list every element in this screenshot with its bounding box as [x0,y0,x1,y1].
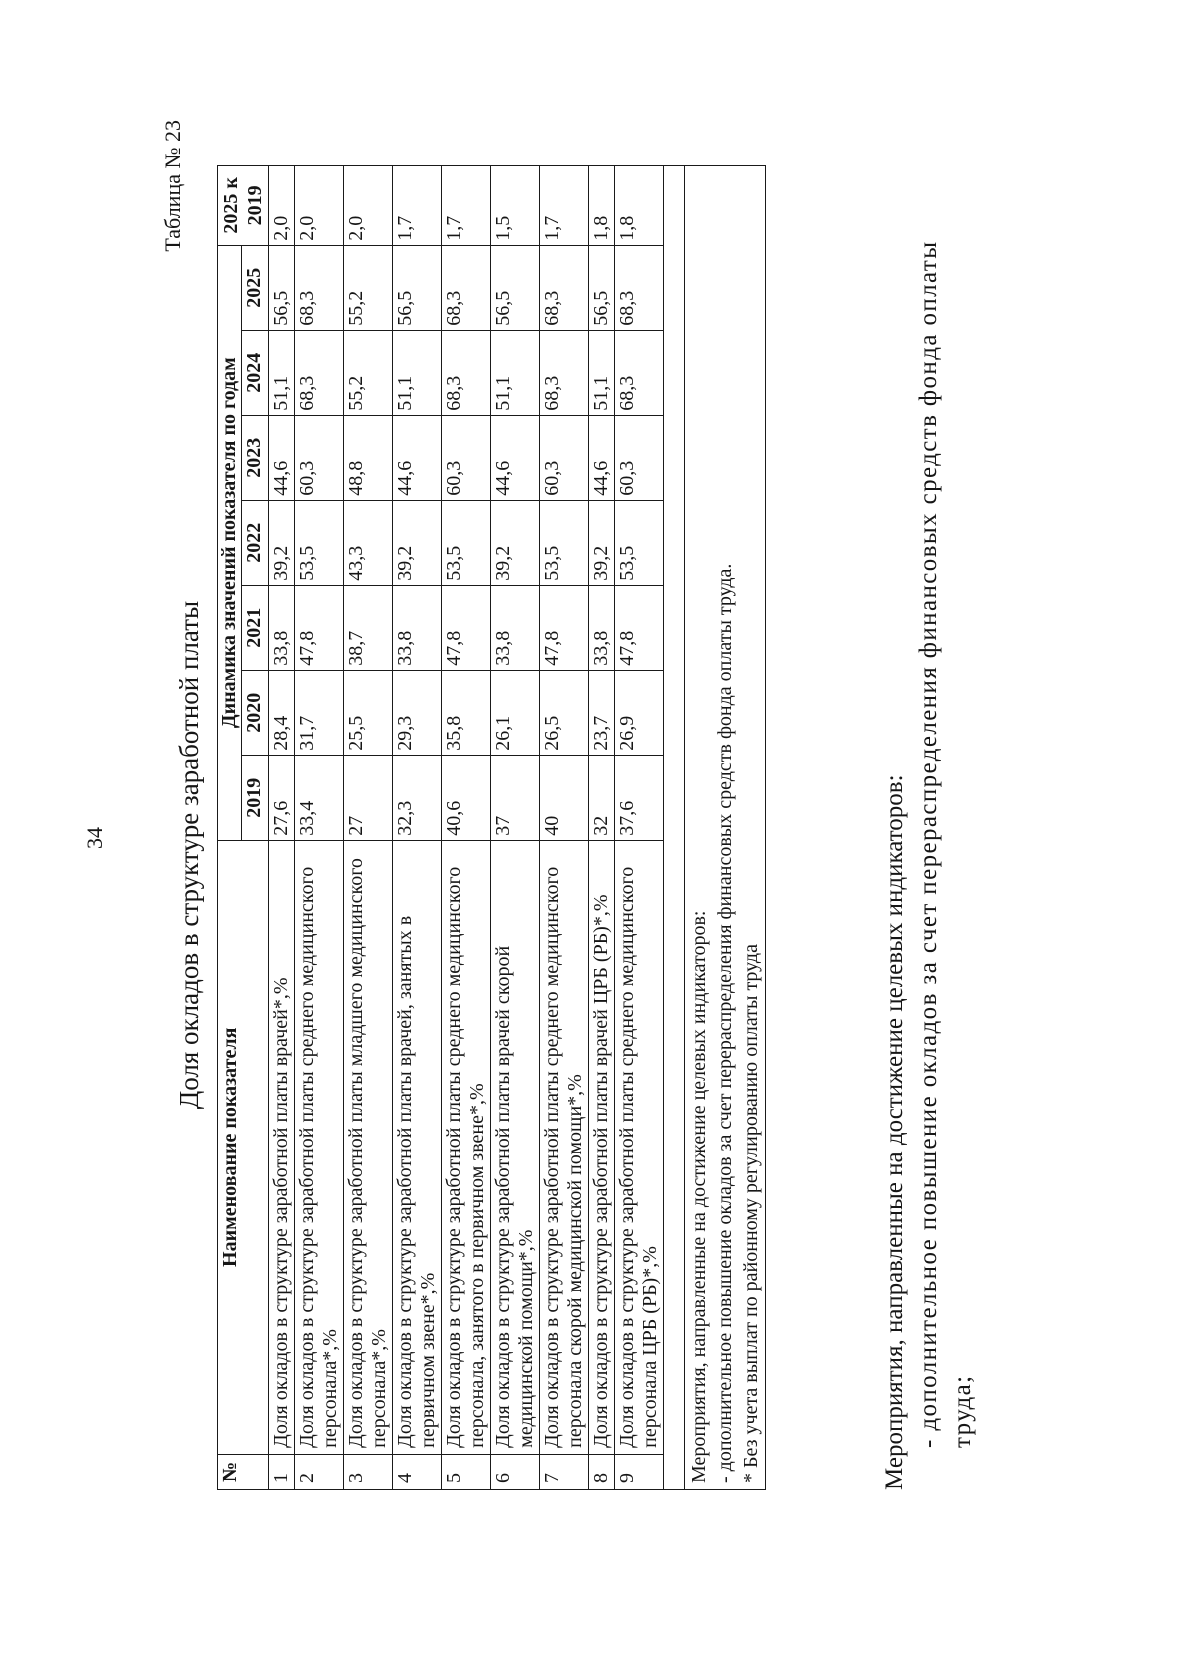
spacer-row [664,166,685,1490]
row-number: 9 [615,1454,664,1489]
year-value: 26,9 [615,670,664,755]
year-value: 60,3 [540,415,589,500]
year-value: 60,3 [615,415,664,500]
year-value: 68,3 [295,330,344,415]
year-value: 25,5 [344,670,393,755]
table-row [295,166,344,1490]
year-value: 39,2 [589,500,615,585]
row-number: 1 [269,1454,295,1489]
header-year: 2019 [242,755,269,840]
year-value: 26,5 [540,670,589,755]
header-year: 2025 [242,245,269,330]
year-value: 32,3 [393,755,442,840]
year-value: 40 [540,755,589,840]
year-value: 48,8 [344,415,393,500]
table-row [540,166,589,1490]
year-value: 68,3 [615,245,664,330]
year-value: 44,6 [589,415,615,500]
year-value: 68,3 [540,245,589,330]
row-number: 8 [589,1454,615,1489]
year-value: 55,2 [344,330,393,415]
table-row [269,166,295,1490]
measures-heading: Мероприятия, направленные на достижение целевых индикаторов: [881,774,908,1490]
year-value: 68,3 [442,245,491,330]
ratio-value: 1,7 [540,166,589,246]
year-value: 56,5 [269,245,295,330]
year-value: 27,6 [269,755,295,840]
year-value: 51,1 [393,330,442,415]
year-value: 39,2 [393,500,442,585]
year-value: 43,3 [344,500,393,585]
year-value: 33,8 [269,585,295,670]
notes-cell [685,166,766,1490]
year-value: 32 [589,755,615,840]
indicator-name: Доля окладов в структуре заработной платы среднего медицинского персонала скорой медицинской помощи*,% [540,840,589,1454]
year-value: 53,5 [540,500,589,585]
notes-line: * Без учета выплат по районному регулированию оплаты труда [740,944,762,1483]
year-value: 47,8 [540,585,589,670]
row-number: 6 [491,1454,540,1489]
year-value: 31,7 [295,670,344,755]
year-value: 55,2 [344,245,393,330]
year-value: 39,2 [491,500,540,585]
year-value: 35,8 [442,670,491,755]
ratio-value: 1,8 [589,166,615,246]
year-value: 44,6 [491,415,540,500]
indicator-name: Доля окладов в структуре заработной платы врачей, занятых в первичном звене*,% [393,840,442,1454]
indicator-name: Доля окладов в структуре заработной платы врачей*,% [269,840,295,1454]
year-value: 53,5 [615,500,664,585]
row-number: 7 [540,1454,589,1489]
year-value: 68,3 [615,330,664,415]
year-value: 47,8 [442,585,491,670]
year-value: 51,1 [589,330,615,415]
notes-line: - дополнительное повышение окладов за счет перераспределения финансовых средств фонда оплаты труда. [714,563,736,1483]
year-value: 56,5 [491,245,540,330]
year-value: 60,3 [442,415,491,500]
header-year: 2021 [242,585,269,670]
row-number: 4 [393,1454,442,1489]
notes-line: Мероприятия, направленные на достижение целевых индикаторов: [688,910,710,1483]
table-body [269,166,664,1490]
table-row [442,166,491,1490]
measures-item: - дополнительное повышение окладов за счет перераспределения финансовых средств фонда оплаты труда; [915,240,976,1448]
ratio-value: 2,0 [344,166,393,246]
year-value: 68,3 [540,330,589,415]
table-number: Таблица № 23 [160,120,185,252]
indicator-name: Доля окладов в структуре заработной платы врачей ЦРБ (РБ)*,% [589,840,615,1454]
indicator-name: Доля окладов в структуре заработной платы среднего медицинского персонала ЦРБ (РБ)*,% [615,840,664,1454]
year-value: 40,6 [442,755,491,840]
salary-structure-table [217,165,766,1490]
year-value: 28,4 [269,670,295,755]
year-value: 51,1 [491,330,540,415]
header-no: № [218,1454,269,1489]
row-number: 2 [295,1454,344,1489]
year-value: 53,5 [295,500,344,585]
header-year: 2023 [242,415,269,500]
year-value: 33,8 [589,585,615,670]
year-value: 38,7 [344,585,393,670]
indicator-name: Доля окладов в структуре заработной платы младшего медицинского персонала*,% [344,840,393,1454]
year-value: 27 [344,755,393,840]
year-value: 44,6 [393,415,442,500]
table-row [589,166,615,1490]
header-year: 2022 [242,500,269,585]
page-number: 34 [82,827,107,849]
indicator-name: Доля окладов в структуре заработной платы врачей скорой медицинской помощи*,% [491,840,540,1454]
ratio-value: 2,0 [295,166,344,246]
measures-section [878,160,980,1490]
year-value: 33,8 [393,585,442,670]
year-value: 47,8 [295,585,344,670]
year-value: 37 [491,755,540,840]
year-value: 53,5 [442,500,491,585]
year-value: 68,3 [442,330,491,415]
header-dynamics: Динамика значений показателя по годам [218,245,242,840]
year-value: 68,3 [295,245,344,330]
table-row [491,166,540,1490]
row-number: 3 [344,1454,393,1489]
ratio-value: 2,0 [269,166,295,246]
indicator-name: Доля окладов в структуре заработной платы среднего медицинского персонала, занятого в первичном звене*,% [442,840,491,1454]
year-value: 56,5 [393,245,442,330]
year-value: 44,6 [269,415,295,500]
year-value: 47,8 [615,585,664,670]
ratio-value: 1,8 [615,166,664,246]
ratio-value: 1,7 [442,166,491,246]
indicator-name: Доля окладов в структуре заработной платы среднего медицинского персонала*,% [295,840,344,1454]
ratio-value: 1,7 [393,166,442,246]
year-value: 33,4 [295,755,344,840]
rotated-page-content [160,120,976,1500]
notes-row [685,166,766,1490]
table-row [393,166,442,1490]
ratio-value: 1,5 [491,166,540,246]
year-value: 29,3 [393,670,442,755]
table-row [615,166,664,1490]
year-value: 33,8 [491,585,540,670]
table-row [344,166,393,1490]
year-value: 51,1 [269,330,295,415]
header-ratio: 2025 к 2019 [218,166,269,246]
year-value: 23,7 [589,670,615,755]
header-row [218,166,242,1490]
header-year: 2020 [242,670,269,755]
year-value: 60,3 [295,415,344,500]
document-title: Доля окладов в структуре заработной платы [174,600,204,1110]
year-value: 26,1 [491,670,540,755]
year-value: 39,2 [269,500,295,585]
row-number: 5 [442,1454,491,1489]
header-name: Наименование показателя [218,840,269,1454]
year-value: 56,5 [589,245,615,330]
year-value: 37,6 [615,755,664,840]
header-year: 2024 [242,330,269,415]
